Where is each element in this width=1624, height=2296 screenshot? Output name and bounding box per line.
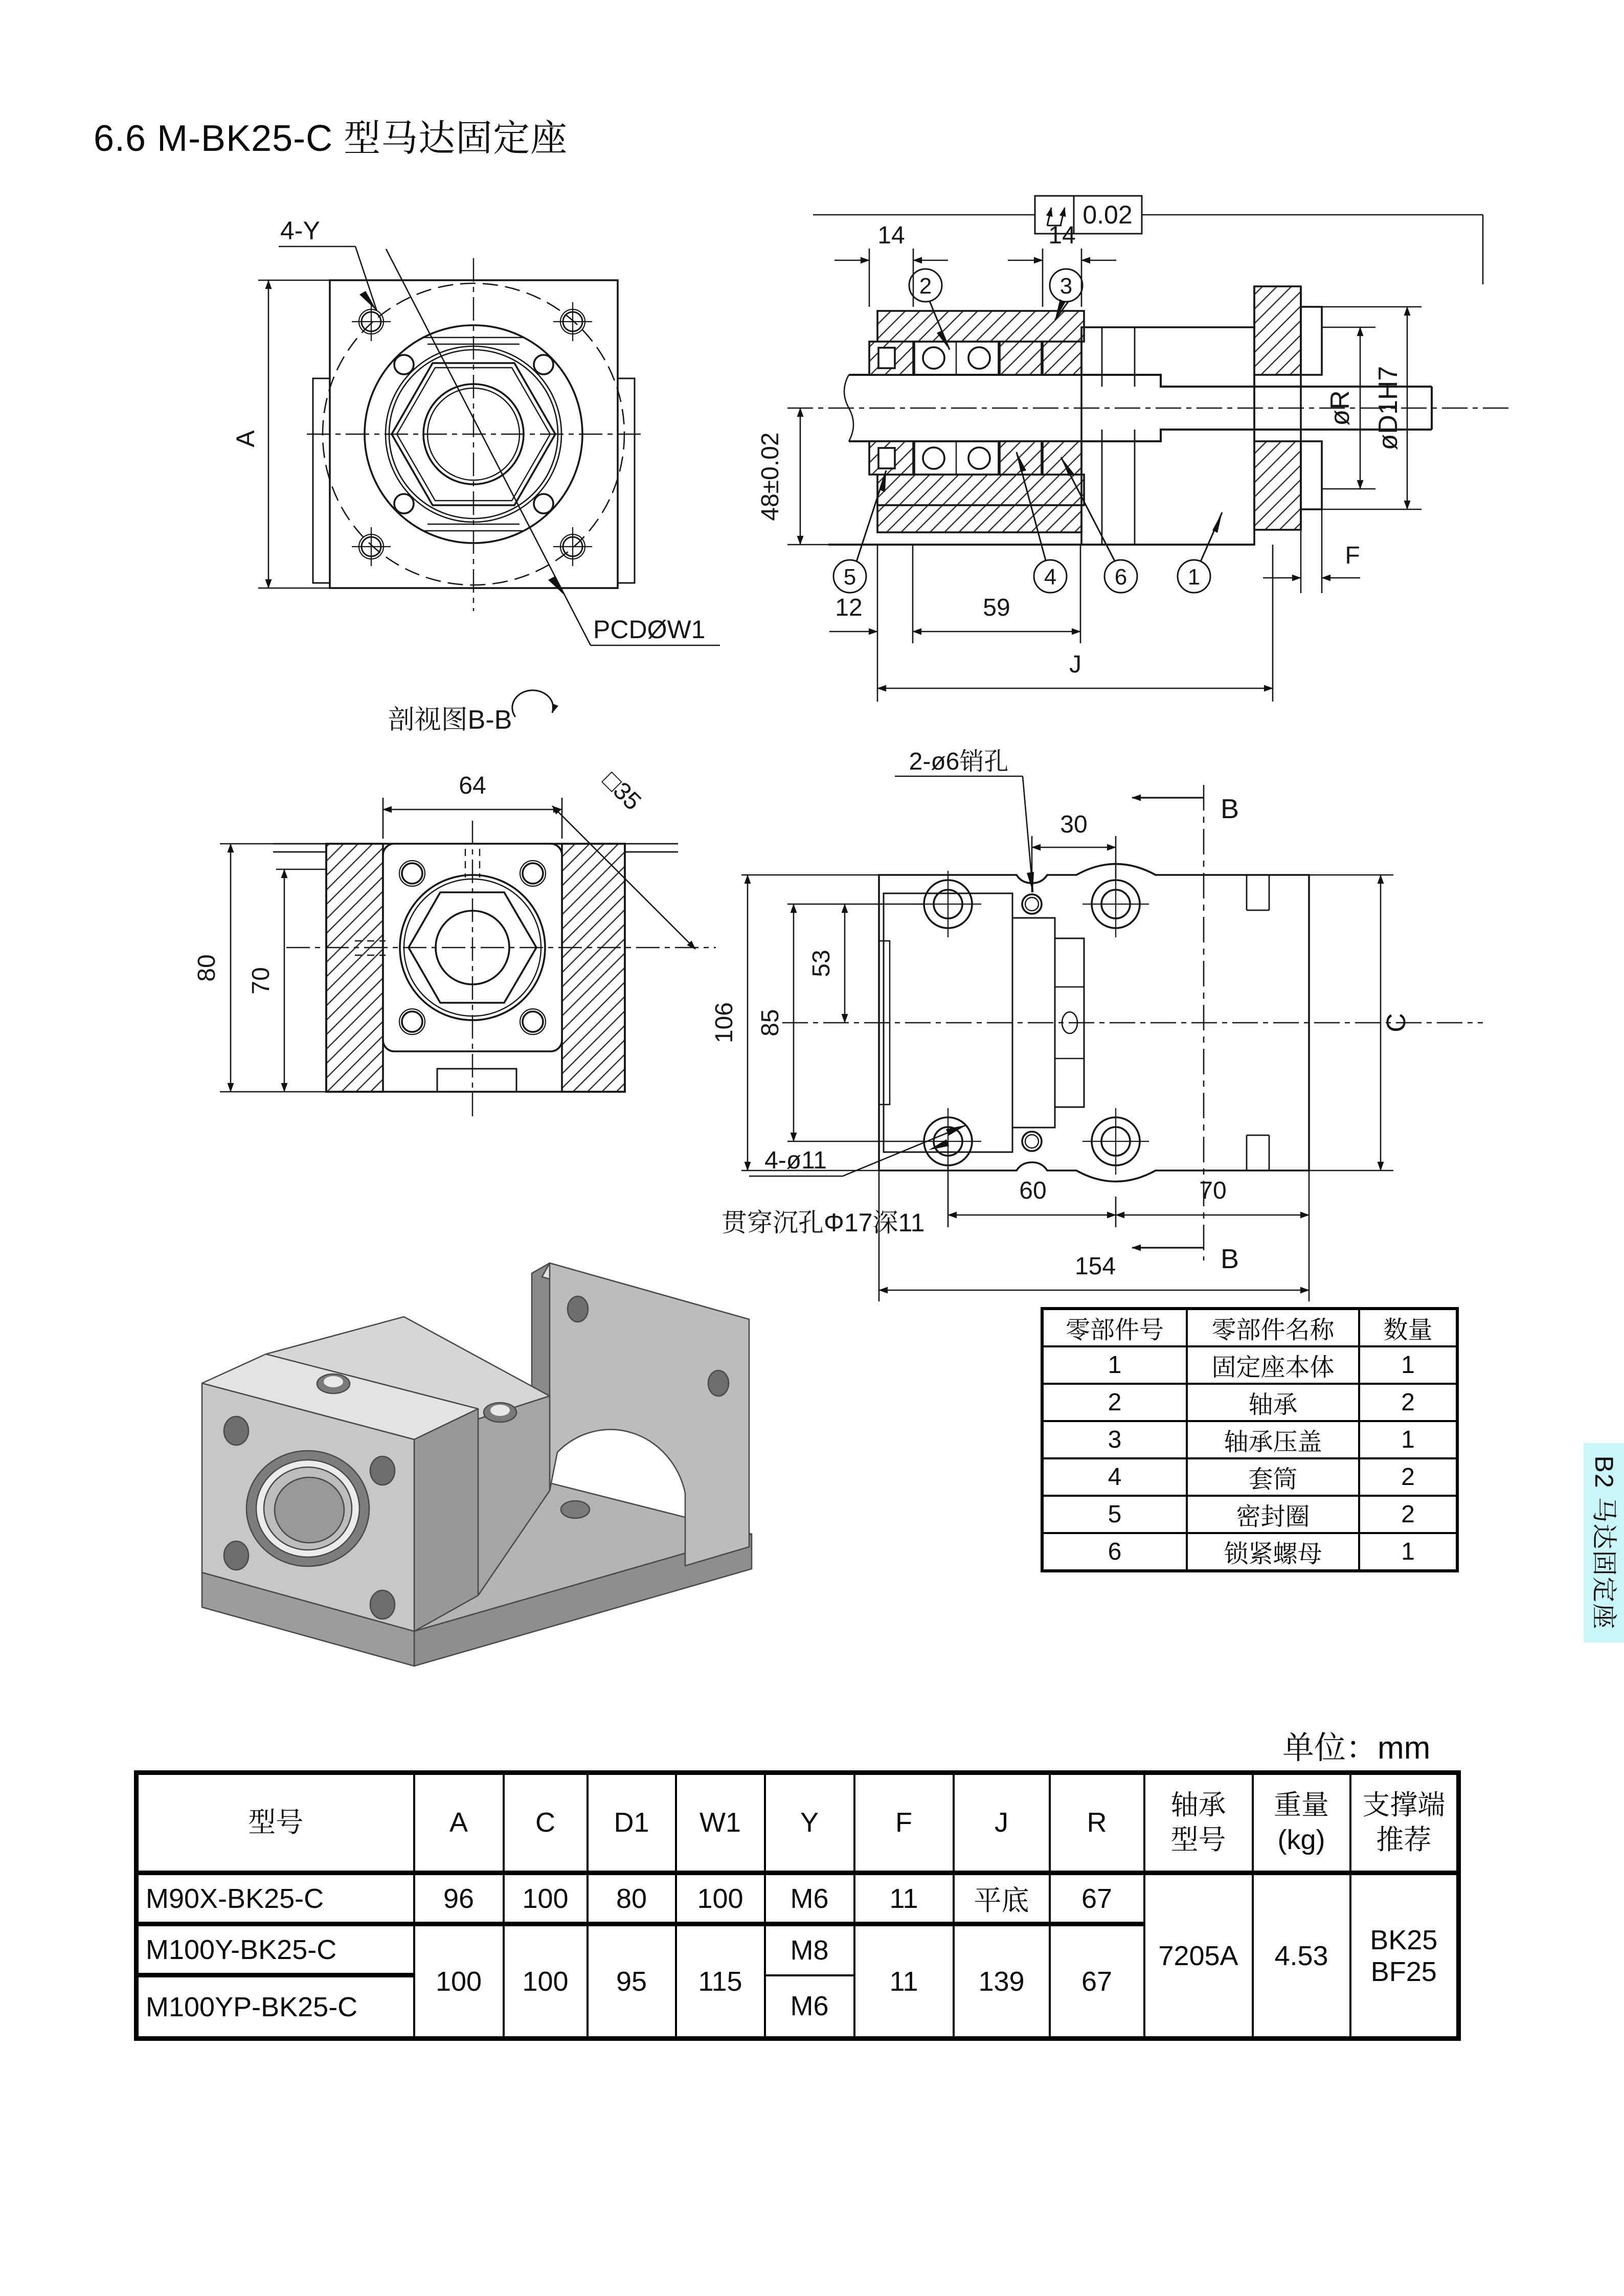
spec-support — [1350, 1873, 1459, 2039]
spec-row-m90x — [137, 1873, 1459, 1924]
unit-note: 单位：mm — [1282, 1730, 1431, 1766]
spec-col-weight-line1: 重量 — [1274, 1790, 1329, 1820]
balloon-2: 2 — [919, 274, 932, 299]
dim-59: 59 — [983, 594, 1010, 621]
spec-a: 96 — [414, 1873, 504, 1924]
parts-table — [1041, 1307, 1459, 1572]
spec-y: M6 — [765, 1873, 854, 1924]
parts-row-2 — [1042, 1384, 1457, 1421]
parts-col-no: 零部件号 — [1042, 1309, 1187, 1346]
spec-support-line2: BF25 — [1370, 1956, 1437, 1987]
top-b-label-top: B — [1220, 794, 1239, 824]
spec-a: 100 — [414, 1924, 504, 2039]
spec-col-r: R — [1050, 1773, 1144, 1873]
part-no: 1 — [1042, 1346, 1187, 1384]
spec-w1: 100 — [676, 1873, 765, 1924]
top-pin-label: 2-ø6销孔 — [909, 748, 1009, 775]
spec-j: 139 — [954, 1924, 1050, 2039]
front-hole-label: 4-Y — [280, 216, 320, 245]
tol-value: 0.02 — [1082, 200, 1133, 229]
dim-14a: 14 — [877, 222, 905, 249]
top-holes-label: 4-ø11 — [764, 1147, 827, 1174]
top-dim-60: 60 — [1019, 1177, 1047, 1204]
front-pcd-label: PCDØW1 — [593, 615, 706, 644]
top-dim-85: 85 — [757, 1009, 784, 1037]
spec-c: 100 — [504, 1924, 588, 2039]
spec-f: 11 — [854, 1924, 954, 2039]
part-no: 6 — [1042, 1533, 1187, 1571]
part-qty: 1 — [1359, 1421, 1457, 1458]
part-no: 3 — [1042, 1421, 1187, 1458]
top-b-label-bot: B — [1220, 1244, 1239, 1274]
spec-col-f: F — [854, 1773, 954, 1873]
balloon-4: 4 — [1044, 565, 1057, 590]
dim-r: øR — [1325, 390, 1355, 426]
spec-model: M100Y-BK25-C — [137, 1924, 414, 1975]
spec-table — [134, 1770, 1461, 2041]
bb-dim-70: 70 — [247, 967, 275, 995]
part-qty: 2 — [1359, 1458, 1457, 1496]
top-dim-106: 106 — [711, 1002, 738, 1044]
part-qty: 2 — [1359, 1496, 1457, 1533]
spec-col-support-line1: 支撑端 — [1362, 1790, 1446, 1820]
spec-col-weight-line2: (kg) — [1277, 1824, 1325, 1855]
parts-header-row — [1042, 1309, 1457, 1346]
spec-r: 67 — [1050, 1924, 1144, 2039]
spec-col-j: J — [954, 1773, 1050, 1873]
spec-col-model: 型号 — [137, 1773, 414, 1873]
page-title: 6.6 M-BK25-C 型马达固定座 — [94, 118, 568, 159]
part-name: 密封圈 — [1187, 1496, 1359, 1533]
dim-d1h7: øD1H7 — [1373, 366, 1403, 451]
spec-col-bearing — [1144, 1773, 1253, 1873]
dim-j: J — [1069, 651, 1081, 678]
spec-y: M8 — [765, 1924, 854, 1975]
spec-model: M100YP-BK25-C — [137, 1975, 414, 2039]
spec-col-c: C — [504, 1773, 588, 1873]
spec-col-y: Y — [765, 1773, 854, 1873]
dim-12: 12 — [835, 594, 863, 621]
isometric-view — [202, 1263, 752, 1666]
parts-row-5 — [1042, 1496, 1457, 1533]
part-no: 4 — [1042, 1458, 1187, 1496]
parts-row-6 — [1042, 1533, 1457, 1571]
spec-d1: 95 — [588, 1924, 676, 2039]
main-section-view — [757, 196, 1508, 702]
spec-w1: 115 — [676, 1924, 765, 2039]
top-view — [711, 748, 1483, 1301]
dim-14b: 14 — [1048, 222, 1076, 249]
spec-bearing: 7205A — [1144, 1873, 1253, 2039]
balloon-3: 3 — [1059, 274, 1073, 299]
top-dim-70: 70 — [1199, 1177, 1227, 1204]
spec-d1: 80 — [588, 1873, 676, 1924]
bb-title: 剖视图B-B — [388, 705, 512, 735]
side-tab-label: B2 马达固定座 — [1590, 1455, 1618, 1630]
top-cbore-label: 贯穿沉孔Φ17深11 — [721, 1208, 925, 1237]
dim-48: 48±0.02 — [757, 432, 784, 521]
balloon-5: 5 — [843, 565, 856, 590]
dim-f: F — [1345, 542, 1360, 569]
spec-col-d1: D1 — [588, 1773, 676, 1873]
part-qty: 2 — [1359, 1384, 1457, 1421]
spec-support-line1: BK25 — [1370, 1924, 1438, 1955]
bb-dim-80: 80 — [193, 954, 220, 982]
bb-dim-64: 64 — [459, 772, 486, 799]
side-tab — [1584, 1443, 1624, 1642]
part-name: 锁紧螺母 — [1187, 1533, 1359, 1571]
parts-row-4 — [1042, 1458, 1457, 1496]
spec-f: 11 — [854, 1873, 954, 1924]
parts-row-1 — [1042, 1346, 1457, 1384]
part-qty: 1 — [1359, 1533, 1457, 1571]
part-name: 套筒 — [1187, 1458, 1359, 1496]
spec-y: M6 — [765, 1975, 854, 2039]
bb-dim-35: □35 — [597, 767, 646, 816]
spec-c: 100 — [504, 1873, 588, 1924]
part-no: 5 — [1042, 1496, 1187, 1533]
part-name: 轴承 — [1187, 1384, 1359, 1421]
parts-row-3 — [1042, 1421, 1457, 1458]
spec-j: 平底 — [954, 1873, 1050, 1924]
front-dim-a: A — [231, 430, 260, 447]
spec-col-support — [1350, 1773, 1459, 1873]
top-dim-154: 154 — [1074, 1253, 1116, 1280]
part-name: 轴承压盖 — [1187, 1421, 1359, 1458]
part-qty: 1 — [1359, 1346, 1457, 1384]
front-view — [231, 216, 720, 645]
spec-r: 67 — [1050, 1873, 1144, 1924]
spec-col-bearing-line1: 轴承 — [1170, 1790, 1226, 1820]
spec-col-bearing-line2: 型号 — [1170, 1824, 1226, 1855]
top-dim-53: 53 — [808, 950, 835, 977]
parts-col-qty: 数量 — [1359, 1309, 1457, 1346]
parts-col-name: 零部件名称 — [1187, 1309, 1359, 1346]
spec-col-w1: W1 — [676, 1773, 765, 1873]
spec-model: M90X-BK25-C — [137, 1873, 414, 1924]
top-dim-c: C — [1382, 1013, 1411, 1032]
part-name: 固定座本体 — [1187, 1346, 1359, 1384]
spec-col-a: A — [414, 1773, 504, 1873]
spec-col-support-line2: 推荐 — [1376, 1824, 1432, 1855]
spec-weight: 4.53 — [1253, 1873, 1350, 2039]
section-bb-view — [193, 690, 716, 1117]
spec-col-weight — [1253, 1773, 1350, 1873]
balloon-1: 1 — [1187, 565, 1201, 590]
top-dim-30: 30 — [1060, 811, 1088, 838]
balloon-6: 6 — [1114, 565, 1127, 590]
spec-header-row — [137, 1773, 1459, 1873]
part-no: 2 — [1042, 1384, 1187, 1421]
